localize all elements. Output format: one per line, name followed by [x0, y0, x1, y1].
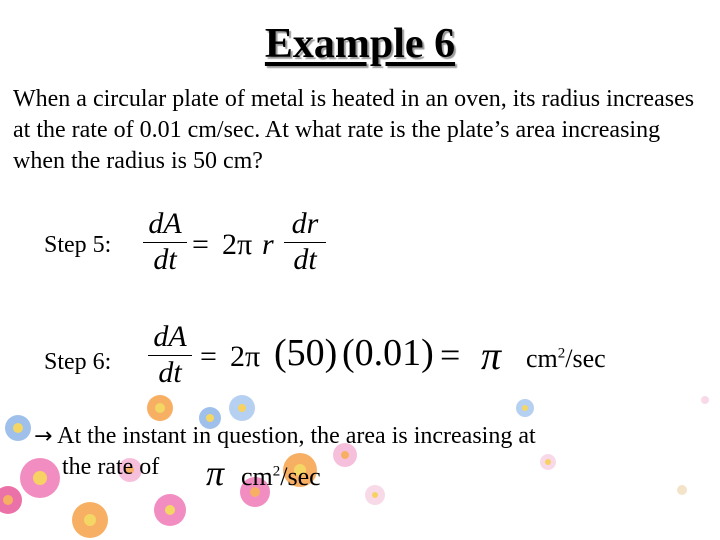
conclusion-unit	[241, 462, 321, 492]
step6-radius-value: (50)	[274, 332, 338, 374]
flower-icon	[0, 486, 22, 514]
step6-coefficient: 2π	[230, 340, 261, 373]
unit-exponent: 2	[557, 345, 566, 362]
step6-equals: =	[200, 340, 217, 373]
conclusion-pi: π	[206, 453, 225, 493]
step6-lhs-numerator: dA	[153, 320, 187, 353]
step5-lhs-fraction	[143, 207, 187, 277]
step5-radius-variable: r	[262, 228, 274, 261]
step6-pi-result: π	[481, 333, 502, 378]
unit-exponent: 2	[272, 463, 281, 480]
conclusion-text	[14, 421, 674, 482]
step5-equals: =	[192, 228, 209, 261]
step6-lhs-fraction	[148, 320, 192, 390]
conclusion-line1	[14, 421, 674, 452]
step5-lhs-denominator: dt	[153, 243, 177, 276]
step6-label: Step 6:	[44, 349, 112, 375]
step6-rate-value: (0.01)	[342, 332, 434, 374]
step6-unit	[526, 344, 606, 374]
problem-text: When a circular plate of metal is heated in an oven, its radius increases at the rate of 0.01 cm/sec. At what rate is the plate’s area increasing when the radius is 50 cm?	[13, 86, 695, 174]
flower-icon	[229, 395, 255, 421]
flower-icon	[147, 395, 173, 421]
step5-coefficient: 2π	[222, 228, 253, 261]
unit-base: cm	[241, 462, 273, 491]
step5-label: Step 5:	[44, 232, 112, 258]
step6-lhs-denominator: dt	[158, 356, 182, 389]
flower-icon	[72, 502, 108, 538]
step5-lhs-numerator: dA	[148, 207, 182, 240]
conclusion-sentence: At the instant in question, the area is increasing at	[57, 423, 536, 449]
flower-icon	[154, 494, 186, 526]
slide-title: Example 6	[264, 21, 456, 67]
arrow-right-icon: →	[34, 424, 53, 449]
step6-equals-result: =	[440, 335, 461, 375]
conclusion-rate-of: the rate of	[62, 454, 160, 480]
flower-icon	[365, 485, 385, 505]
step5-rhs-numerator: dr	[291, 207, 319, 240]
unit-base: cm	[526, 344, 558, 373]
flower-icon	[677, 485, 687, 495]
conclusion-line2	[14, 452, 674, 482]
unit-per-sec: /sec	[280, 462, 321, 491]
step5-rhs-fraction	[284, 207, 326, 277]
step5-rhs-denominator: dt	[293, 243, 317, 276]
flower-icon	[701, 396, 709, 404]
flower-icon	[516, 399, 534, 417]
unit-per-sec: /sec	[565, 344, 606, 373]
